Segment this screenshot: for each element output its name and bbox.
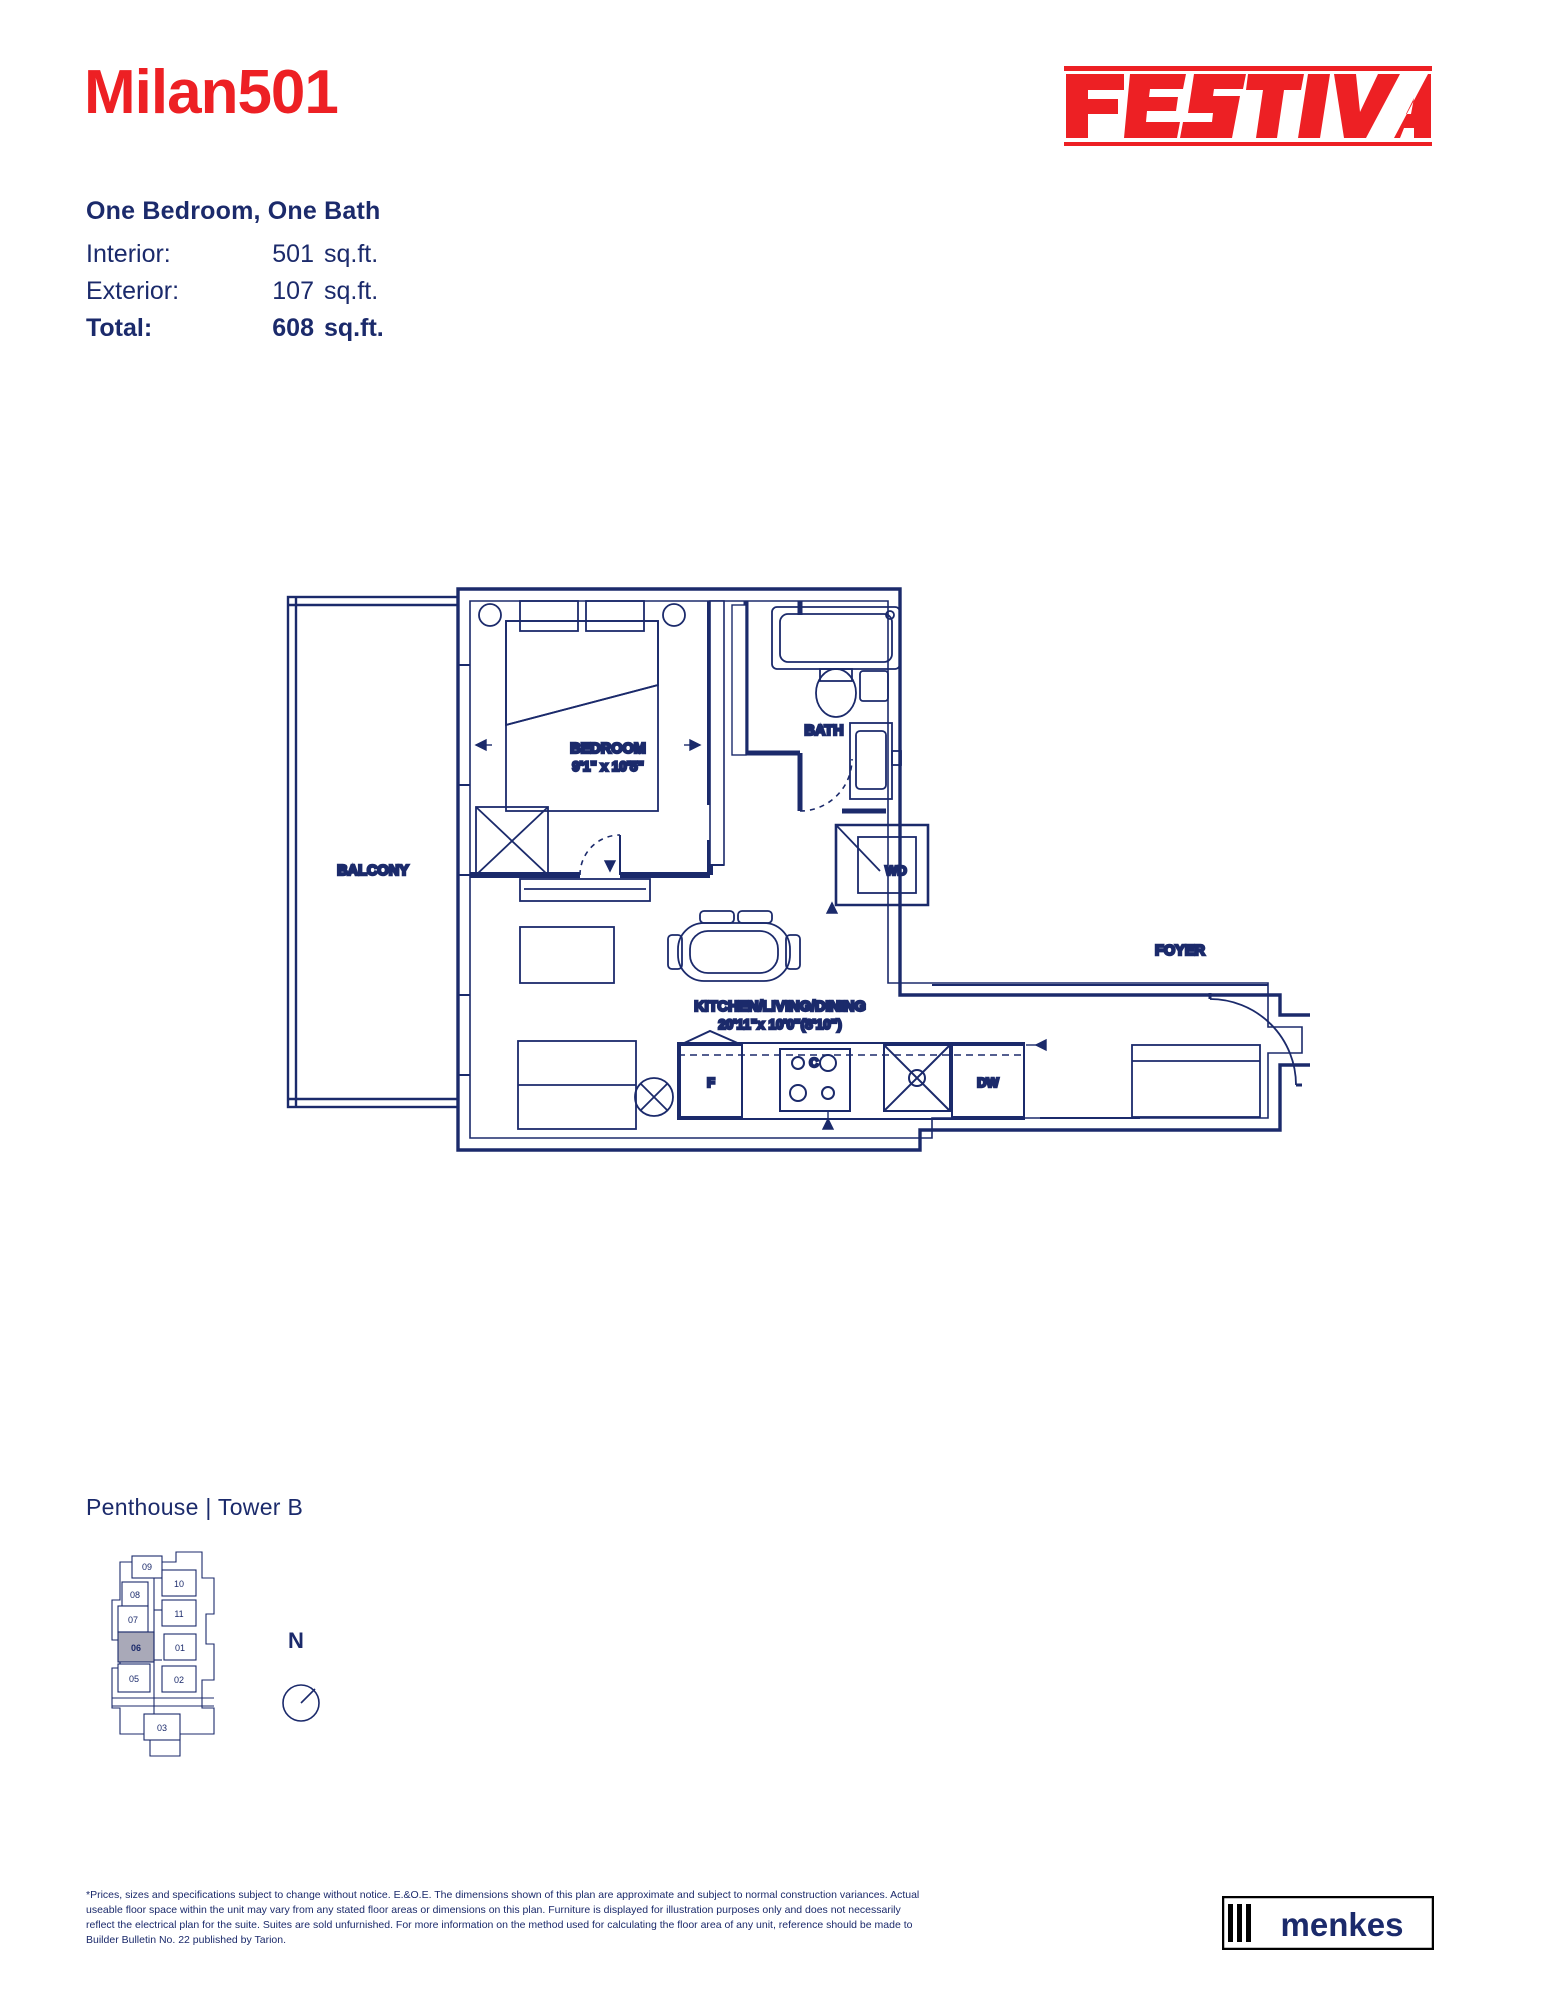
room-dims-kitchen-living-dining: 20'11"x 10'0"(8'10") xyxy=(718,1017,842,1032)
north-arrow-icon xyxy=(276,1628,346,1738)
page-title: Milan501 xyxy=(84,58,338,127)
keyplan-unit-01: 01 xyxy=(174,1643,186,1653)
area-row xyxy=(86,277,384,314)
keyplan-unit-08: 08 xyxy=(129,1590,141,1600)
room-label-balcony: BALCONY xyxy=(337,863,409,879)
keyplan-unit-05: 05 xyxy=(128,1674,140,1684)
disclaimer-text: *Prices, sizes and specifications subject to change without notice. E.&O.E. The dimensions shown of this plan are approximate and subject to normal construction variances. Actual useable floor space within the unit may vary from any stated floor areas or dimensions on this plan. Furniture is displayed for illustration purposes only and does not necessarily reflect the electrical plan for the suite. Suites are sold unfurnished. For more information on the method used for calculating the floor area of any unit, reference should be made to Builder Bulletin No. 22 published by Tarion. xyxy=(86,1889,920,1946)
appliance-label-fridge: F xyxy=(707,1075,715,1090)
area-summary xyxy=(86,240,384,351)
keyplan-diagram xyxy=(110,1548,230,1766)
area-unit: sq.ft. xyxy=(324,240,379,268)
keyplan-title: Penthouse | Tower B xyxy=(86,1494,304,1520)
keyplan-unit-03: 03 xyxy=(156,1723,168,1733)
area-unit: sq.ft. xyxy=(324,277,379,305)
appliance-label-dishwasher: DW xyxy=(977,1075,999,1090)
room-label-kitchen-living-dining: KITCHEN/LIVING/DINING xyxy=(694,999,866,1015)
suite-subtitle: One Bedroom, One Bath xyxy=(86,197,381,225)
keyplan-unit-10: 10 xyxy=(173,1579,185,1589)
keyplan-unit-02: 02 xyxy=(173,1675,185,1685)
room-dims-bedroom: 9'1" x 10'5" xyxy=(572,759,644,774)
menkes-logo xyxy=(1222,1896,1434,1950)
keyplan-unit-06-highlighted: 06 xyxy=(130,1643,142,1653)
area-label: Exterior: xyxy=(86,277,180,305)
menkes-wordmark: menkes xyxy=(1280,1906,1404,1943)
area-unit: sq.ft. xyxy=(324,314,384,342)
area-value: 107 xyxy=(272,277,314,305)
area-row xyxy=(86,314,384,351)
room-label-bath-visible: BATH xyxy=(804,723,844,739)
room-label-bedroom: BEDROOM xyxy=(570,741,646,757)
area-label: Interior: xyxy=(86,240,171,268)
keyplan-unit-11: 11 xyxy=(174,1609,184,1619)
area-value: 501 xyxy=(272,240,314,268)
floorplan-drawing xyxy=(280,575,1310,1295)
keyplan-unit-07: 07 xyxy=(127,1615,139,1625)
room-label-foyer: FOYER xyxy=(1155,943,1205,959)
keyplan-unit-09: 09 xyxy=(141,1562,153,1572)
area-value: 608 xyxy=(272,314,314,342)
balcony-outline xyxy=(288,597,458,1107)
festival-logo xyxy=(1062,66,1432,146)
area-label: Total: xyxy=(86,314,153,342)
area-row xyxy=(86,240,384,277)
appliance-label-wd: WD xyxy=(885,863,907,878)
north-label: N xyxy=(288,1628,304,1653)
appliance-label-cooktop: C xyxy=(809,1055,819,1070)
